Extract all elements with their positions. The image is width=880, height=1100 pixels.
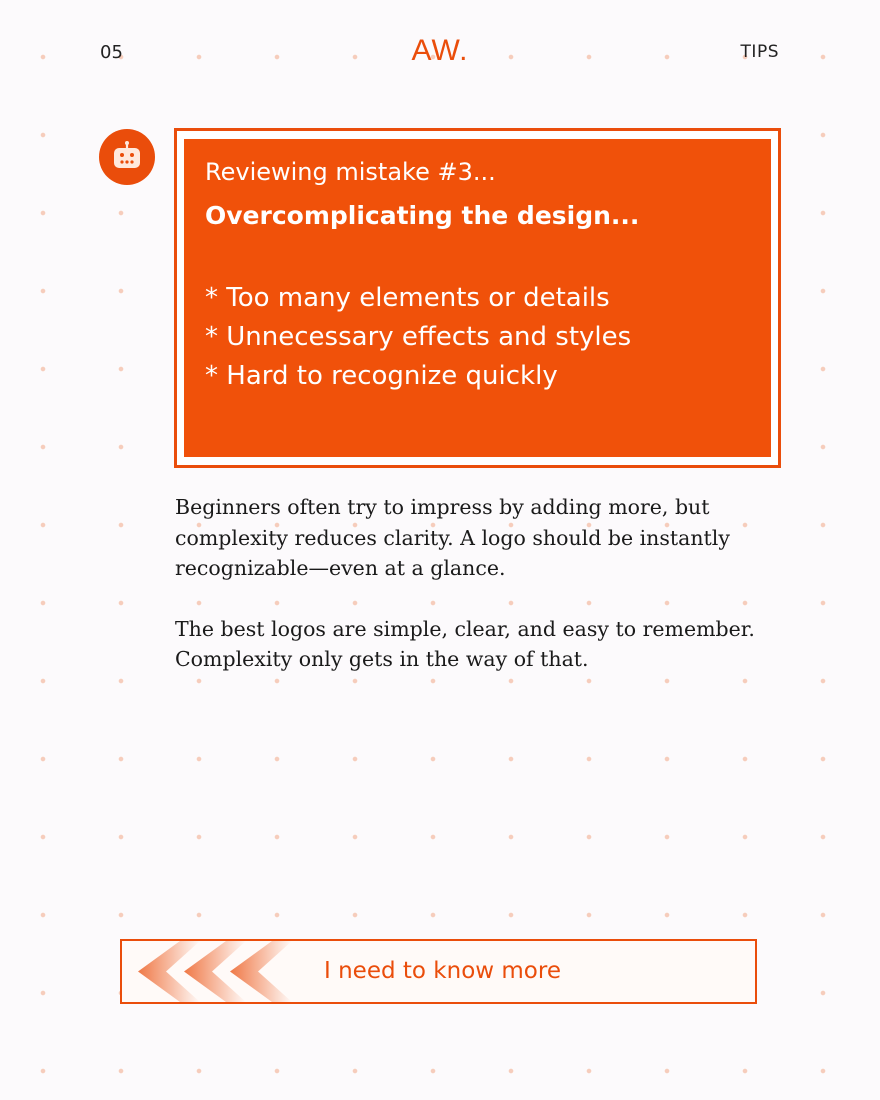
robot-icon: [113, 141, 141, 171]
list-item: * Hard to recognize quickly: [205, 361, 558, 391]
body-text: [175, 492, 775, 705]
section-label: TIPS: [740, 42, 779, 62]
paragraph: Beginners often try to impress by adding more, but complexity reduces clarity. A logo should be instantly recognizable—even at a glance.: [175, 495, 730, 580]
list-item: * Unnecessary effects and styles: [205, 322, 632, 352]
know-more-label: I need to know more: [324, 958, 561, 984]
assistant-message-body: [184, 139, 771, 457]
header: [0, 34, 880, 68]
mistake-points-list: [205, 279, 631, 396]
brand-logo: AW.: [411, 34, 469, 67]
card-kicker: Reviewing mistake #3...: [205, 158, 496, 186]
list-item: * Too many elements or details: [205, 283, 610, 313]
page-number: 05: [100, 42, 123, 63]
assistant-message-card: [174, 128, 781, 468]
avatar: [99, 129, 155, 185]
card-title: Overcomplicating the design...: [205, 201, 640, 230]
paragraph: The best logos are simple, clear, and easy to remember. Complexity only gets in the way of that.: [175, 616, 755, 671]
know-more-button[interactable]: [120, 939, 757, 1004]
